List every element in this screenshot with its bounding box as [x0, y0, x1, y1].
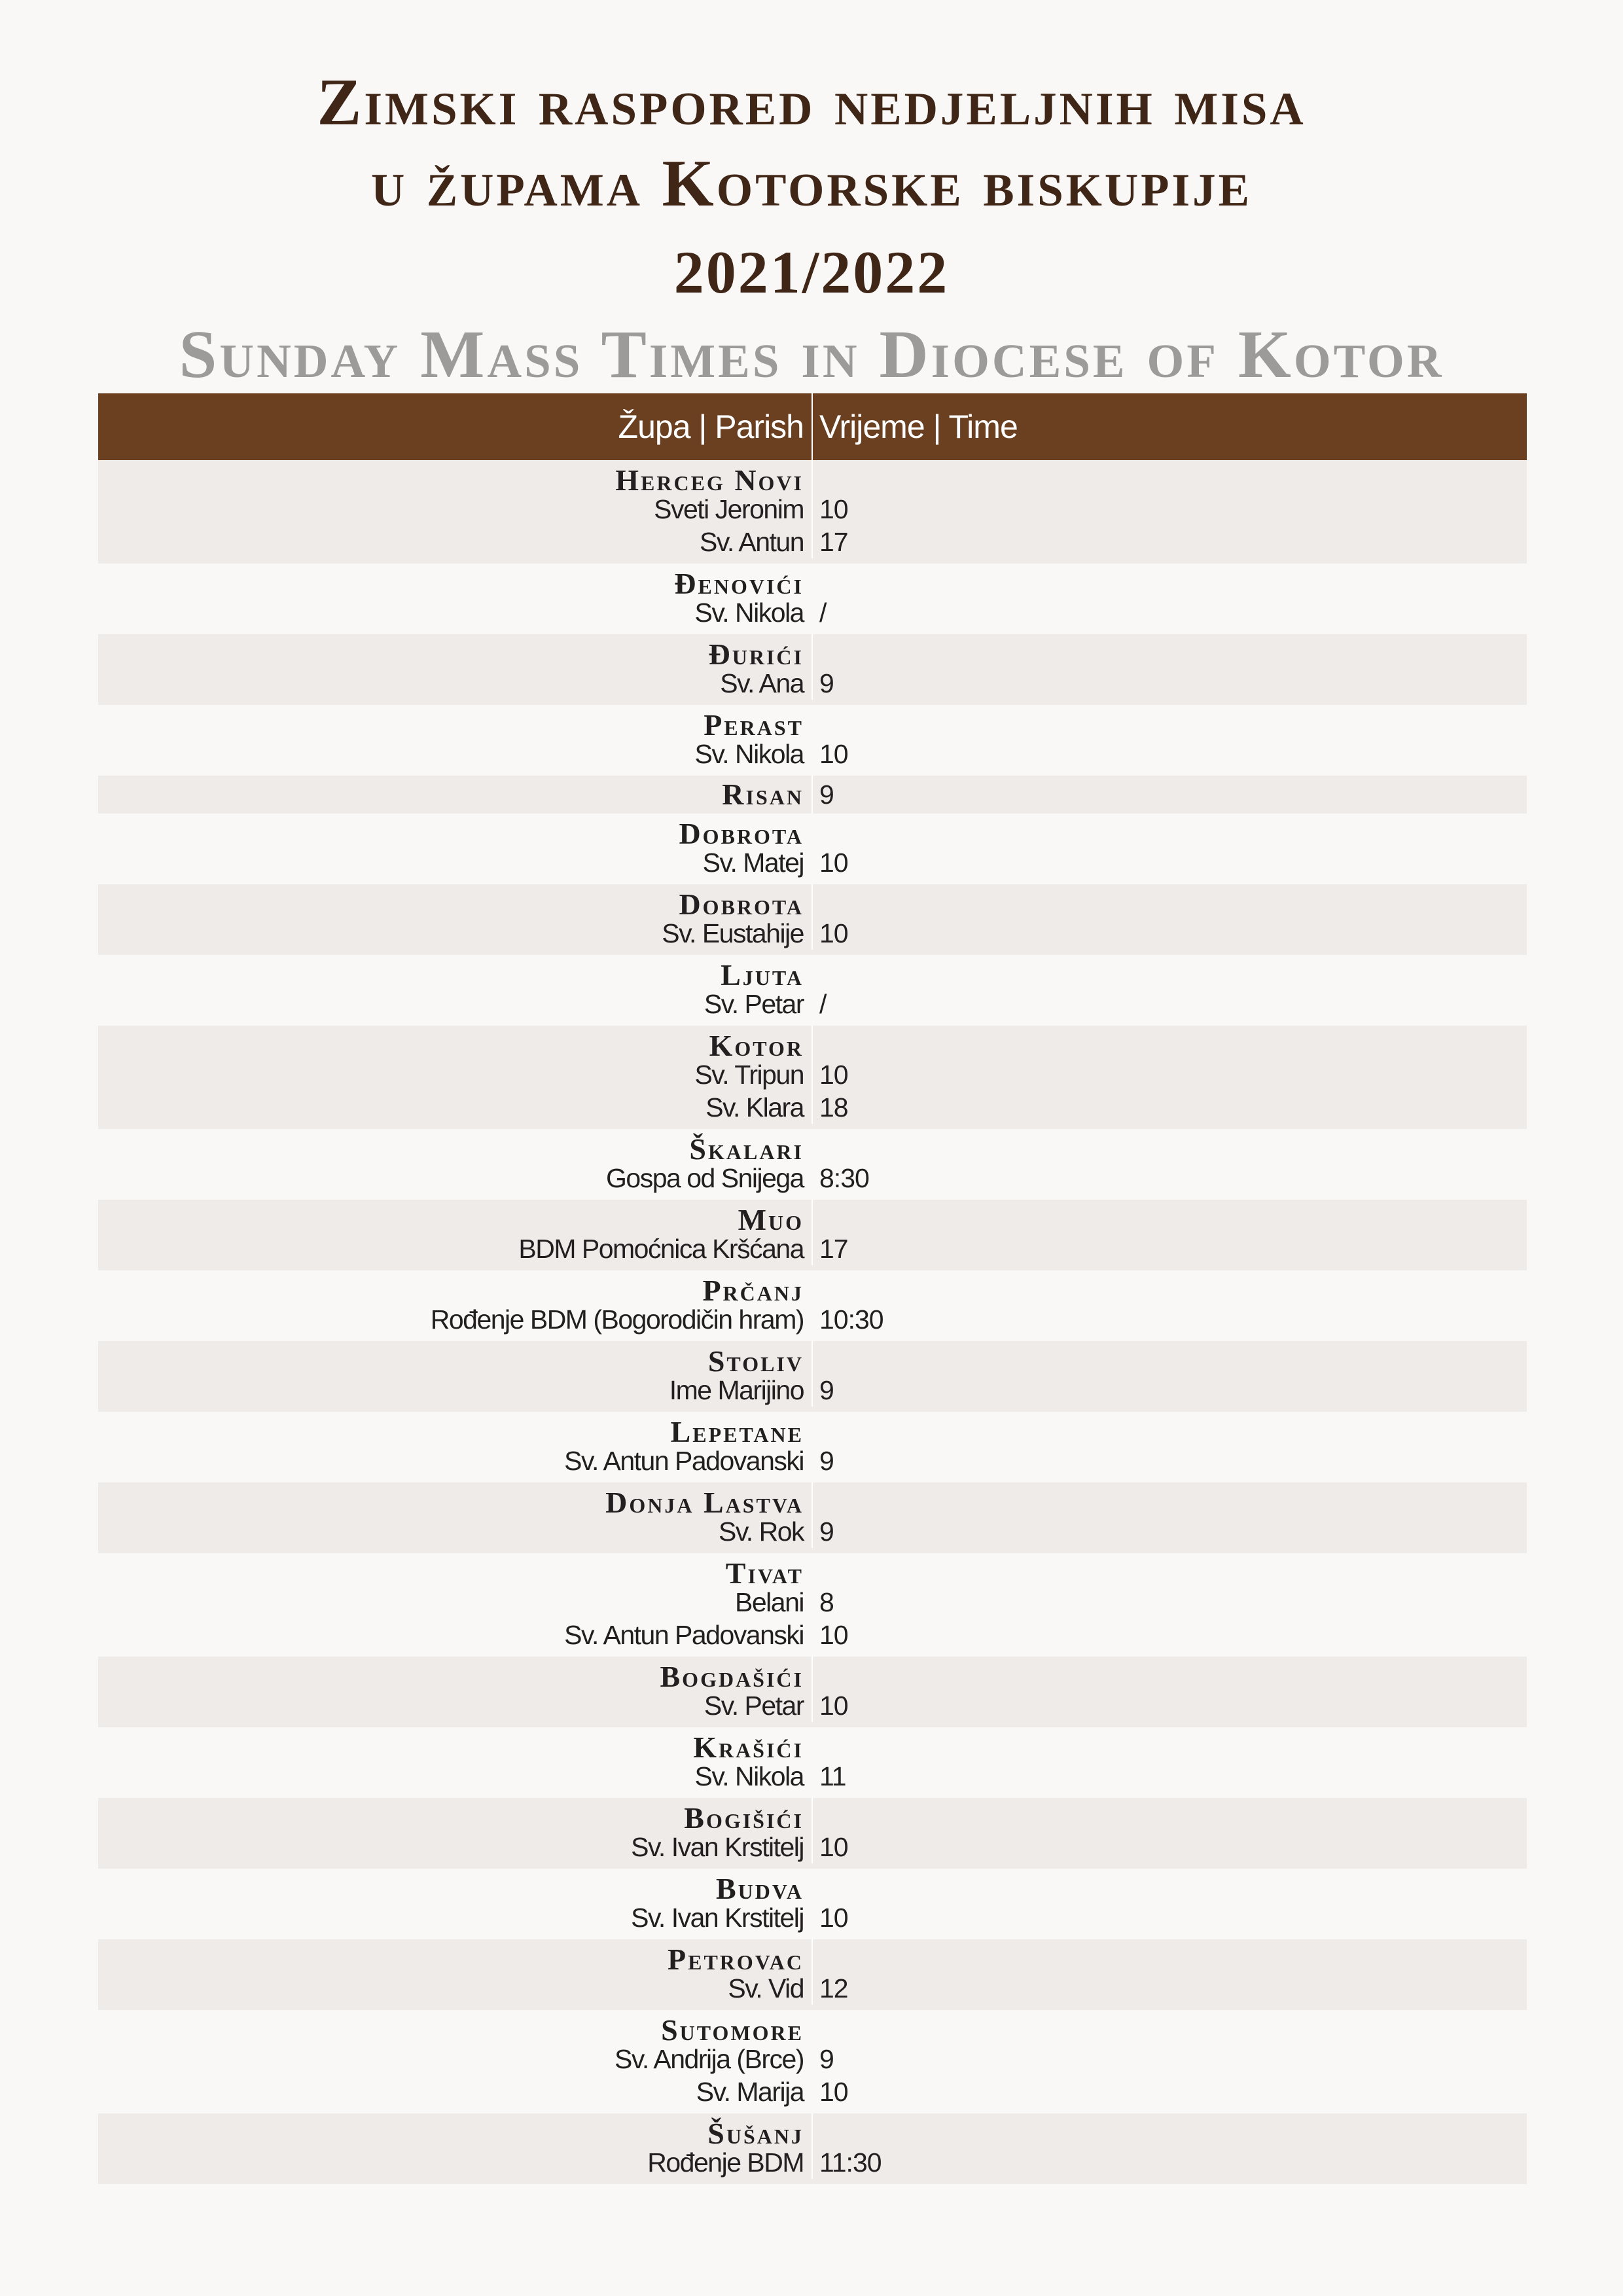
column-divider	[812, 917, 813, 950]
parish-header-row	[98, 1869, 1527, 1905]
parish-name: Dobrota	[679, 817, 804, 850]
mass-time: 17	[819, 527, 848, 557]
parish-name: Dobrota	[679, 888, 804, 921]
parish-header-row	[98, 1341, 1527, 1378]
title-block	[0, 62, 1623, 397]
title-year: 2021/2022	[673, 239, 950, 306]
church-row	[98, 2043, 1527, 2075]
column-divider	[812, 1232, 813, 1265]
parish-header-row	[98, 2113, 1527, 2150]
parish-name: Škalari	[689, 1132, 804, 1166]
column-divider	[812, 1798, 813, 1831]
church-name: Sv. Eustahije	[662, 918, 804, 948]
church-name: Ime Marijino	[669, 1375, 804, 1405]
parish-header-row	[98, 634, 1527, 671]
church-row	[98, 1972, 1527, 2005]
parish-header-row	[98, 705, 1527, 742]
parish-group	[98, 1939, 1527, 2010]
mass-time: 9	[819, 1375, 834, 1405]
parish-group	[98, 1270, 1527, 1341]
church-name: Sveti Jeronim	[654, 494, 804, 524]
group-spacer	[98, 1124, 1527, 1129]
mass-time: 9	[819, 780, 834, 810]
group-spacer	[98, 558, 1527, 564]
parish-group	[98, 1869, 1527, 1939]
parish-group	[98, 955, 1527, 1026]
group-spacer	[98, 1863, 1527, 1869]
parish-name: Stoliv	[707, 1344, 804, 1378]
parish-header-row	[98, 1200, 1527, 1236]
parish-group	[98, 1200, 1527, 1270]
parish-name: Prčanj	[702, 1274, 804, 1307]
parish-header-row	[98, 776, 1527, 814]
parish-name: Perast	[704, 708, 804, 742]
group-spacer	[98, 700, 1527, 705]
parish-header-row	[98, 955, 1527, 992]
parish-group	[98, 564, 1527, 634]
church-name: Sv. Klara	[705, 1092, 804, 1122]
mass-time: 10	[819, 2077, 848, 2107]
group-spacer	[98, 1793, 1527, 1798]
group-spacer	[98, 1934, 1527, 1939]
church-row	[98, 1162, 1527, 1194]
church-name: Sv. Ana	[720, 668, 804, 698]
mass-time: /	[819, 598, 827, 628]
mass-time: 10	[819, 918, 848, 948]
group-spacer	[98, 2179, 1527, 2184]
church-name: Belani	[735, 1587, 804, 1617]
column-divider	[812, 1515, 813, 1548]
parish-group	[98, 1412, 1527, 1482]
column-divider	[812, 1727, 813, 1760]
group-spacer	[98, 1020, 1527, 1026]
column-divider	[812, 776, 813, 814]
mass-time: 9	[819, 2044, 834, 2074]
church-name: Sv. Marija	[696, 2077, 804, 2107]
mass-time: 10	[819, 848, 848, 878]
church-row	[98, 1091, 1527, 1124]
church-row	[98, 1303, 1527, 1336]
church-row	[98, 596, 1527, 629]
parish-header-row	[98, 814, 1527, 850]
group-spacer	[98, 950, 1527, 955]
parish-header-row	[98, 884, 1527, 921]
column-divider	[812, 1270, 813, 1303]
mass-time: 10	[819, 1832, 848, 1862]
group-spacer	[98, 629, 1527, 634]
church-name: Sv. Nikola	[694, 598, 804, 628]
mass-time: 9	[819, 1516, 834, 1547]
parish-name: Bogišići	[684, 1801, 804, 1835]
parish-name: Risan	[722, 778, 804, 811]
parish-name: Krašići	[693, 1731, 804, 1764]
church-row	[98, 1760, 1527, 1793]
parish-group	[98, 460, 1527, 564]
column-divider	[812, 2113, 813, 2146]
column-divider	[812, 1303, 813, 1336]
parish-group	[98, 884, 1527, 955]
column-divider	[812, 988, 813, 1020]
parish-name: Petrovac	[668, 1943, 804, 1976]
group-spacer	[98, 2005, 1527, 2010]
column-divider	[812, 1553, 813, 1586]
parish-name: Ljuta	[721, 958, 804, 992]
church-row	[98, 2075, 1527, 2108]
parish-group	[98, 1727, 1527, 1798]
mass-time: 10:30	[819, 1304, 883, 1335]
column-divider	[812, 955, 813, 988]
parish-group	[98, 1341, 1527, 1412]
table-body	[98, 460, 1527, 2184]
church-name: Sv. Ivan Krstitelj	[631, 1903, 804, 1933]
parish-name: Donja Lastva	[605, 1486, 804, 1519]
church-name: BDM Pomoćnica Kršćana	[518, 1234, 804, 1264]
title-line-1: Zimski raspored nedjeljnih misa	[317, 65, 1306, 139]
parish-group	[98, 1026, 1527, 1129]
parish-header-row	[98, 1553, 1527, 1590]
column-divider	[812, 814, 813, 846]
parish-header-row	[98, 1026, 1527, 1062]
parish-group	[98, 2010, 1527, 2113]
church-row	[98, 493, 1527, 526]
parish-group	[98, 776, 1527, 814]
column-divider	[812, 634, 813, 667]
church-row	[98, 988, 1527, 1020]
column-divider	[812, 1939, 813, 1972]
column-divider	[812, 1657, 813, 1689]
mass-time: 10	[819, 1903, 848, 1933]
church-name: Sv. Petar	[704, 989, 804, 1019]
parish-header-row	[98, 1727, 1527, 1764]
column-divider	[812, 1760, 813, 1793]
parish-header-row	[98, 1798, 1527, 1835]
column-divider	[812, 2043, 813, 2075]
column-divider	[812, 526, 813, 558]
column-divider	[812, 1689, 813, 1722]
church-name: Sv. Nikola	[694, 1761, 804, 1791]
group-spacer	[98, 1265, 1527, 1270]
column-divider	[812, 1341, 813, 1374]
column-divider	[812, 1200, 813, 1232]
church-name: Sv. Tripun	[694, 1060, 804, 1090]
column-divider	[812, 1972, 813, 2005]
church-row	[98, 526, 1527, 558]
parish-group	[98, 1657, 1527, 1727]
group-spacer	[98, 1651, 1527, 1657]
header-parish: Župa | Parish	[618, 408, 804, 445]
column-divider	[812, 667, 813, 700]
mass-time: /	[819, 989, 827, 1019]
church-name: Sv. Matej	[702, 848, 804, 878]
column-divider	[812, 1619, 813, 1651]
church-row	[98, 1058, 1527, 1091]
table-header	[98, 393, 1527, 460]
parish-header-row	[98, 2010, 1527, 2047]
column-divider	[812, 738, 813, 770]
group-spacer	[98, 770, 1527, 776]
church-name: Sv. Rok	[719, 1516, 804, 1547]
church-row	[98, 738, 1527, 770]
header-divider	[812, 393, 813, 460]
group-spacer	[98, 879, 1527, 884]
mass-time: 10	[819, 1060, 848, 1090]
church-name: Sv. Nikola	[694, 739, 804, 769]
church-row	[98, 2146, 1527, 2179]
mass-time: 18	[819, 1092, 848, 1122]
church-row	[98, 1232, 1527, 1265]
church-name: Gospa od Snijega	[606, 1163, 804, 1193]
church-name: Sv. Antun	[700, 527, 804, 557]
column-divider	[812, 1586, 813, 1619]
column-divider	[812, 2010, 813, 2043]
column-divider	[812, 1162, 813, 1194]
column-divider	[812, 1129, 813, 1162]
mass-time: 9	[819, 1446, 834, 1476]
parish-name: Herceg Novi	[615, 463, 804, 497]
column-divider	[812, 846, 813, 879]
parish-header-row	[98, 564, 1527, 600]
parish-name: Budva	[716, 1872, 804, 1905]
title-english: Sunday Mass Times in Diocese of Kotor	[179, 317, 1444, 392]
mass-time: 10	[819, 739, 848, 769]
church-row	[98, 1831, 1527, 1863]
group-spacer	[98, 1194, 1527, 1200]
church-row	[98, 667, 1527, 700]
parish-group	[98, 705, 1527, 776]
column-divider	[812, 1412, 813, 1444]
parish-header-row	[98, 1129, 1527, 1166]
mass-time: 10	[819, 1620, 848, 1650]
parish-name: Lepetane	[670, 1415, 804, 1448]
header-time: Vrijeme | Time	[819, 408, 1018, 445]
church-name: Sv. Antun Padovanski	[564, 1446, 804, 1476]
parish-header-row	[98, 1939, 1527, 1976]
church-row	[98, 917, 1527, 950]
column-divider	[812, 1869, 813, 1901]
parish-name: Đenovići	[674, 567, 804, 600]
church-row	[98, 1619, 1527, 1651]
parish-name: Bogdašići	[660, 1660, 804, 1693]
church-row	[98, 1689, 1527, 1722]
parish-header-row	[98, 1482, 1527, 1519]
parish-name: Đurići	[708, 637, 804, 671]
mass-time: 8	[819, 1587, 834, 1617]
parish-name: Muo	[738, 1203, 804, 1236]
church-name: Rođenje BDM (Bogorodičin hram)	[430, 1304, 804, 1335]
parish-name: Sutomore	[661, 2013, 804, 2047]
column-divider	[812, 1901, 813, 1934]
church-name: Sv. Vid	[728, 1973, 804, 2003]
mass-time: 10	[819, 1691, 848, 1721]
mass-time: 9	[819, 668, 834, 698]
column-divider	[812, 564, 813, 596]
column-divider	[812, 596, 813, 629]
mass-time: 17	[819, 1234, 848, 1264]
mass-time: 8:30	[819, 1163, 869, 1193]
column-divider	[812, 1374, 813, 1407]
parish-group	[98, 1553, 1527, 1657]
group-spacer	[98, 1722, 1527, 1727]
church-name: Sv. Petar	[704, 1691, 804, 1721]
group-spacer	[98, 1336, 1527, 1341]
group-spacer	[98, 1548, 1527, 1553]
parish-group	[98, 2113, 1527, 2184]
church-row	[98, 846, 1527, 879]
parish-header-row	[98, 460, 1527, 497]
mass-time: 11	[819, 1761, 846, 1791]
church-name: Sv. Andrija (Brce)	[615, 2044, 804, 2074]
mass-time: 12	[819, 1973, 848, 2003]
mass-time: 10	[819, 494, 848, 524]
group-spacer	[98, 1407, 1527, 1412]
parish-name: Kotor	[709, 1029, 804, 1062]
title-line-2: u župama Kotorske biskupije	[370, 147, 1253, 221]
mass-times-table	[98, 393, 1527, 2184]
parish-group	[98, 634, 1527, 705]
parish-group	[98, 1482, 1527, 1553]
parish-header-row	[98, 1270, 1527, 1307]
church-name: Rođenje BDM	[647, 2147, 804, 2178]
parish-group	[98, 1129, 1527, 1200]
parish-name: Šušanj	[707, 2117, 804, 2150]
church-row	[98, 1444, 1527, 1477]
church-name: Sv. Antun Padovanski	[564, 1620, 804, 1650]
church-name: Sv. Ivan Krstitelj	[631, 1832, 804, 1862]
column-divider	[812, 1058, 813, 1091]
parish-header-row	[98, 1657, 1527, 1693]
church-row	[98, 1515, 1527, 1548]
parish-header-row	[98, 1412, 1527, 1448]
church-row	[98, 1901, 1527, 1934]
parish-group	[98, 814, 1527, 884]
parish-name: Tivat	[725, 1556, 804, 1590]
column-divider	[812, 884, 813, 917]
column-divider	[812, 1444, 813, 1477]
column-divider	[812, 1482, 813, 1515]
mass-time: 11:30	[819, 2147, 882, 2178]
column-divider	[812, 2146, 813, 2179]
column-divider	[812, 493, 813, 526]
column-divider	[812, 1831, 813, 1863]
column-divider	[812, 460, 813, 493]
column-divider	[812, 2075, 813, 2108]
group-spacer	[98, 1477, 1527, 1482]
church-row	[98, 1374, 1527, 1407]
column-divider	[812, 1091, 813, 1124]
column-divider	[812, 1026, 813, 1058]
church-row	[98, 1586, 1527, 1619]
group-spacer	[98, 2108, 1527, 2113]
column-divider	[812, 705, 813, 738]
parish-group	[98, 1798, 1527, 1869]
